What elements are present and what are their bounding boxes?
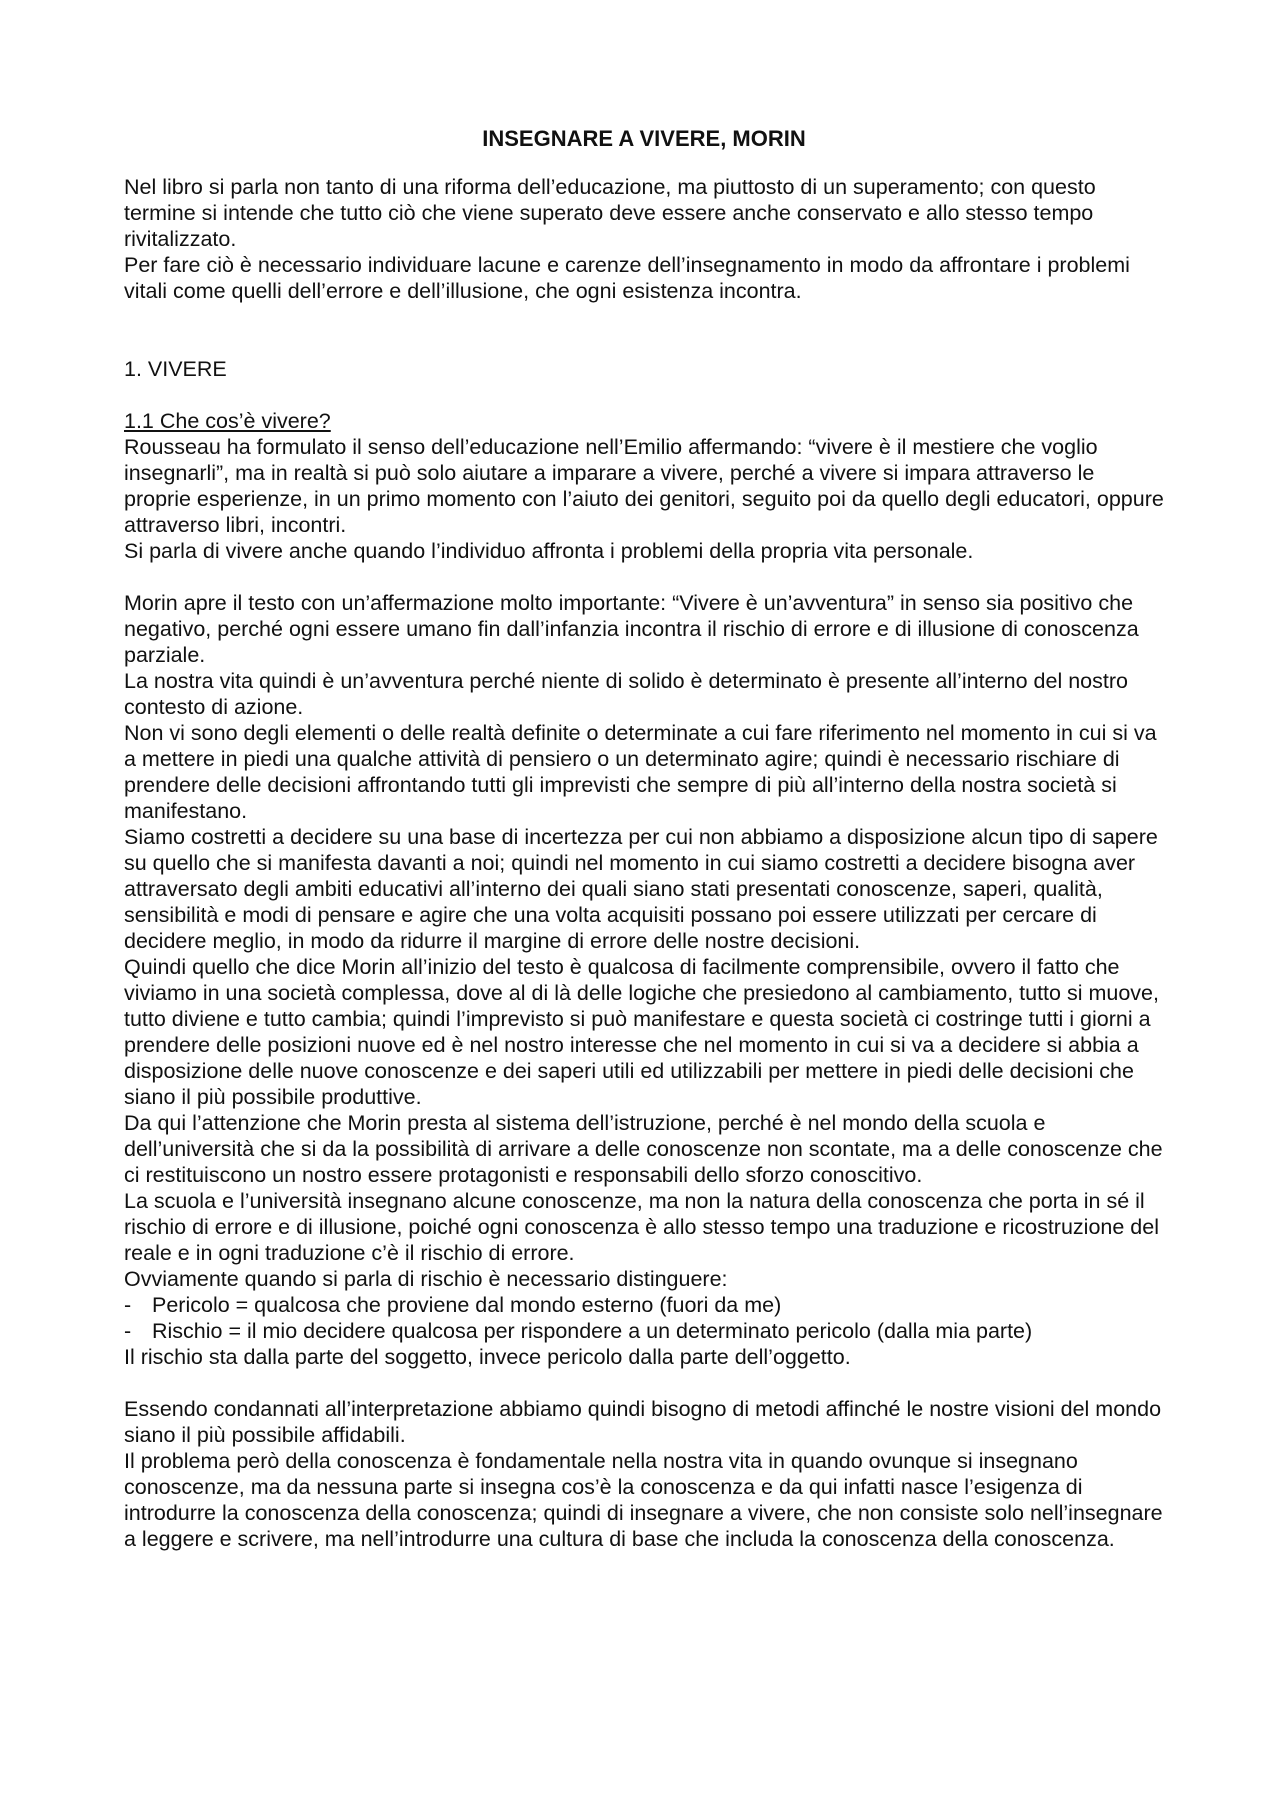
document-content — [124, 126, 1164, 1552]
paragraph-conoscenza: Il problema però della conoscenza è fondamentale nella nostra vita in quando ovunque si insegnano conoscenze, ma da nessuna parte si insegna cos’è la conoscenza e da qui infatti nasce l’esigenza di introdurre la conoscenza della conoscenza; quindi di insegnare a vivere, che non consiste solo nell’insegnare a leggere e scrivere, ma nell’introdurre una cultura di base che includa la conoscenza della conoscenza. — [124, 1449, 1163, 1551]
paragraph-rischio-intro: Ovviamente quando si parla di rischio è necessario distinguere: — [124, 1267, 728, 1291]
paragraph-istruzione: Da qui l’attenzione che Morin presta al sistema dell’istruzione, perché è nel mondo della scuola e dell’università che si da la possibilità di arrivare a delle conoscenze non scontate, ma a delle conoscenze che ci restituiscono un nostro essere protagonisti e responsabili dello sforzo conoscitivo. — [124, 1111, 1163, 1187]
paragraph-societa-complessa: Quindi quello che dice Morin all’inizio del testo è qualcosa di facilmente comprensibile, ovvero il fatto che viviamo in una società complessa, dove al di là delle logiche che presiedono al cambiamento, tutto si muove, tutto diviene e tutto cambia; quindi l’imprevisto si può manifestare e questa società ci costringe tutti i giorni a prendere delle posizioni nuove ed è nel nostro interesse che nel momento in cui si va a decidere si abbia a disposizione delle nuove conoscenze e dei saperi utili ed utilizzabili per mettere in piedi delle decisioni che siano il più possibile produttive. — [124, 955, 1159, 1109]
spacer — [124, 304, 1164, 356]
list-item-pericolo: - Pericolo = qualcosa che proviene dal mondo esterno (fuori da me) — [124, 1292, 1164, 1318]
section-heading: 1. VIVERE — [124, 357, 227, 381]
spacer — [124, 1370, 1164, 1396]
paragraph-avventura: Morin apre il testo con un’affermazione molto importante: “Vivere è un’avventura” in senso sia positivo che negativo, perché ogni essere umano fin dall’infanzia incontra il rischio di errore e di illusione di conoscenza parziale. — [124, 591, 1139, 667]
paragraph-incertezza: Siamo costretti a decidere su una base di incertezza per cui non abbiamo a disposizione alcun tipo di sapere su quello che si manifesta davanti a noi; quindi nel momento in cui siamo costretti a decidere bisogna aver attraversato degli ambiti educativi all’interno dei quali siano stati presentati conoscenze, saperi, qualità, sensibilità e modi di pensare e agire che una volta acquisiti possano poi essere utilizzati per cercare di decidere meglio, in modo da ridurre il margine di errore delle nostre decisioni. — [124, 825, 1158, 953]
subsection-heading: 1.1 Che cos’è vivere? — [124, 409, 331, 433]
paragraph-elementi: Non vi sono degli elementi o delle realtà definite o determinate a cui fare riferimento nel momento in cui si va a mettere in piedi una qualche attività di pensiero o un determinato agire; quindi è necessario rischiare di prendere delle decisioni affrontando tutti gli imprevisti che sempre di più all’interno della nostra società si manifestano. — [124, 721, 1157, 823]
paragraph-vita-avventura: La nostra vita quindi è un’avventura perché niente di solido è determinato è presente all’interno del nostro contesto di azione. — [124, 669, 1128, 719]
paragraph-soggetto-oggetto: Il rischio sta dalla parte del soggetto, invece pericolo dalla parte dell’oggetto. — [124, 1345, 851, 1369]
intro-paragraph-2: Per fare ciò è necessario individuare lacune e carenze dell’insegnamento in modo da affrontare i problemi vitali come quelli dell’errore e dell’illusione, che ogni esistenza incontra. — [124, 253, 1130, 303]
document-title: INSEGNARE A VIVERE, MORIN — [482, 126, 806, 151]
intro-paragraph-1: Nel libro si parla non tanto di una riforma dell’educazione, ma piuttosto di un superamento; con questo termine si intende che tutto ciò che viene superato deve essere anche conservato e allo stesso tempo rivitalizzato. — [124, 175, 1096, 251]
risk-list — [124, 1292, 1164, 1344]
paragraph-rousseau: Rousseau ha formulato il senso dell’educazione nell’Emilio affermando: “vivere è il mestiere che voglio insegnarli”, ma in realtà si può solo aiutare a imparare a vivere, perché a vivere si impara attraverso le proprie esperienze, in un primo momento con l’aiuto dei genitori, seguito poi da quello degli educatori, oppure attraverso libri, incontri. — [124, 435, 1164, 537]
paragraph-vivere-problemi: Si parla di vivere anche quando l’individuo affronta i problemi della propria vita personale. — [124, 539, 974, 563]
list-item-rischio: - Rischio = il mio decidere qualcosa per rispondere a un determinato pericolo (dalla mia parte) — [124, 1318, 1164, 1344]
spacer — [124, 564, 1164, 590]
paragraph-interpretazione: Essendo condannati all’interpretazione abbiamo quindi bisogno di metodi affinché le nostre visioni del mondo siano il più possibile affidabili. — [124, 1397, 1162, 1447]
paragraph-scuola-universita: La scuola e l’università insegnano alcune conoscenze, ma non la natura della conoscenza che porta in sé il rischio di errore e di illusione, poiché ogni conoscenza è allo stesso tempo una traduzione e ricostruzione del reale e in ogni traduzione c’è il rischio di errore. — [124, 1189, 1159, 1265]
